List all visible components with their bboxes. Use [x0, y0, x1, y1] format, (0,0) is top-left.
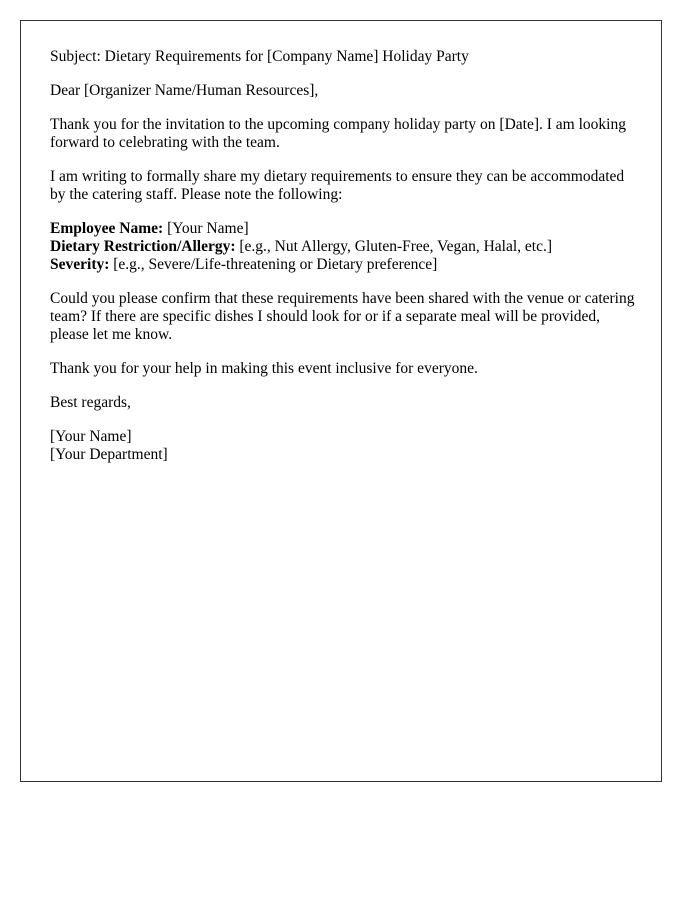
paragraph-invitation: Thank you for the invitation to the upcoming company holiday party on [Date]. I am looking forward to celebrating with the team.: [50, 116, 626, 151]
paragraph-thanks: Thank you for your help in making this event inclusive for everyone.: [50, 360, 478, 377]
signature-name: [Your Name]: [50, 428, 132, 445]
letter-body: [50, 48, 640, 480]
signature-department: [Your Department]: [50, 446, 168, 463]
field-value: [e.g., Severe/Life-threatening or Dietary preference]: [109, 256, 438, 273]
signature-block: [50, 428, 640, 464]
paragraph-confirmation-request: Could you please confirm that these requirements have been shared with the venue or catering team? If there are specific dishes I should look for or if a separate meal will be provided, please let me know.: [50, 290, 635, 343]
field-label: Dietary Restriction/Allergy:: [50, 238, 236, 255]
field-label: Severity:: [50, 256, 110, 273]
paragraph-intent: I am writing to formally share my dietary requirements to ensure they can be accommodated by the catering staff. Please note the following:: [50, 168, 625, 203]
field-label: Employee Name:: [50, 220, 164, 237]
dietary-details: [50, 220, 640, 274]
closing: Best regards,: [50, 394, 131, 411]
field-employee-name: [50, 220, 640, 238]
greeting: Dear [Organizer Name/Human Resources],: [50, 82, 319, 99]
field-severity: [50, 256, 640, 274]
subject-line: Subject: Dietary Requirements for [Company Name] Holiday Party: [50, 48, 469, 65]
field-value: [Your Name]: [163, 220, 249, 237]
field-dietary-restriction: [50, 238, 640, 256]
field-value: [e.g., Nut Allergy, Gluten-Free, Vegan, Halal, etc.]: [235, 238, 553, 255]
letter-frame: [20, 20, 662, 782]
